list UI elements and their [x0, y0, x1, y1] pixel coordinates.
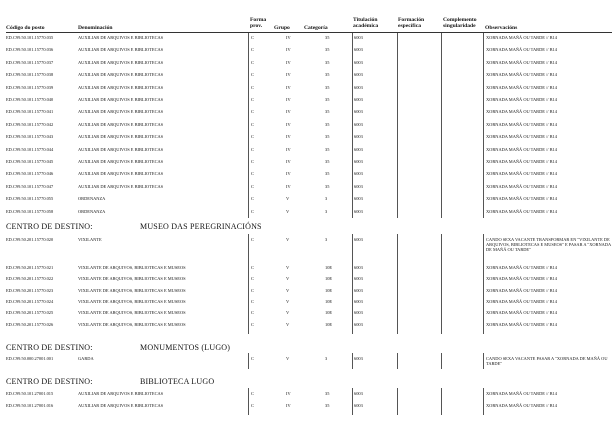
cell-fp: C	[251, 298, 254, 304]
cell-den: AUXILIAR DE ARQUIVOS E BIBLIOTECAS	[78, 183, 164, 189]
cell-fp: C	[251, 97, 254, 102]
cell-gr: IV	[286, 97, 291, 102]
cell-obs: XORNADA MAÑÁ OU TARDE // B14	[486, 391, 557, 396]
cell-gr: IV	[286, 59, 291, 65]
cell-tit: 6003	[354, 310, 363, 316]
cell-cat: 35	[325, 47, 330, 53]
center-label: CENTRO DE DESTINO:	[6, 377, 93, 386]
col-rule	[483, 388, 484, 415]
cell-gr: IV	[286, 84, 291, 90]
cell-fp: C	[251, 276, 254, 282]
col-rule	[397, 388, 398, 415]
col-rule	[352, 353, 353, 369]
center-heading-3	[6, 377, 215, 386]
cell-cat: 35	[325, 146, 330, 152]
cell-cat: 35	[325, 391, 330, 396]
cell-tit: 6003	[354, 84, 363, 90]
cell-code: ED.C99.50.101.15770.041	[6, 109, 54, 115]
col-rule	[248, 234, 249, 334]
cell-fp: C	[251, 183, 254, 189]
cell-obs: XORNADA MAÑÁ OU TARDE // B14	[486, 109, 557, 115]
cell-tit: 6003	[354, 134, 363, 140]
cell-gr: IV	[286, 35, 291, 40]
col-rule	[441, 33, 442, 218]
cell-fp: C	[251, 35, 254, 40]
cell-den: VIXILANTE DE ARQUIVOS, BIBLIOTECAS E MUSEOS	[78, 287, 186, 293]
cell-gr: V	[286, 196, 290, 202]
cell-gr: IV	[286, 47, 291, 53]
cell-tit: 6003	[354, 403, 363, 408]
cell-den: AUXILIAR DE ARQUIVOS E BIBLIOTECAS	[78, 97, 164, 102]
cell-gr: V	[286, 208, 290, 214]
cell-code: ED.C99.50.201.15770.021	[6, 265, 54, 270]
col-rule	[441, 388, 442, 415]
cell-fp: C	[251, 208, 254, 214]
cell-den: AUXILIAR DE ARQUIVOS E BIBLIOTECAS	[78, 35, 164, 40]
cell-obs: XORNADA MAÑÁ OU TARDE // B14	[486, 47, 557, 53]
cell-obs: XORNADA MAÑÁ OU TARDE // B14	[486, 403, 557, 408]
cell-cat: 35	[325, 84, 330, 90]
col-rule	[483, 234, 484, 334]
cell-gr: V	[286, 265, 290, 270]
cell-tit: 6003	[354, 321, 363, 327]
col-rule	[397, 33, 398, 218]
center-label: CENTRO DE DESTINO:	[6, 343, 93, 352]
cell-fp: C	[251, 391, 254, 396]
cell-code: ED.C99.50.101.15770.038	[6, 72, 54, 78]
cell-code: ED.C99.50.101.15770.036	[6, 47, 54, 53]
header-categoria: Categoría	[304, 25, 328, 31]
col-rule	[352, 388, 353, 415]
cell-gr: IV	[286, 121, 291, 127]
cell-gr: IV	[286, 109, 291, 115]
cell-fp: C	[251, 146, 254, 152]
header-grupo: Grupo	[274, 25, 290, 31]
cell-den: AUXILIAR DE ARQUIVOS E BIBLIOTECAS	[78, 159, 164, 164]
cell-obs: XORNADA MAÑÁ OU TARDE // B14	[486, 121, 557, 127]
cell-tit: 6003	[354, 109, 363, 115]
cell-code: ED.C99.50.201.15770.024	[6, 298, 54, 304]
cell-fp: C	[251, 403, 254, 408]
cell-fp: C	[251, 84, 254, 90]
cell-tit: 6003	[354, 159, 363, 164]
cell-den: VIXILANTE DE ARQUIVOS, BIBLIOTECAS E MUSEOS	[78, 276, 186, 282]
cell-den: AUXILIAR DE ARQUIVOS E BIBLIOTECAS	[78, 403, 164, 408]
cell-den: AUXILIAR DE ARQUIVOS E BIBLIOTECAS	[78, 121, 164, 127]
cell-den: VIXILANTE	[78, 237, 102, 242]
col-rule	[352, 234, 353, 334]
cell-obs: XORNADA MAÑÁ OU TARDE // B14	[486, 171, 557, 177]
cell-code: ED.C99.50.101.15770.039	[6, 84, 54, 90]
cell-obs: XORNADA MAÑÁ OU TARDE // B14	[486, 310, 557, 316]
col-rule	[248, 353, 249, 369]
cell-gr: V	[286, 287, 290, 293]
cell-fp: C	[251, 72, 254, 78]
cell-fp: C	[251, 321, 254, 327]
cell-tit: 6003	[354, 146, 363, 152]
cell-cat: 35	[325, 134, 330, 140]
cell-code: ED.C99.50.101.27001.015	[6, 391, 54, 396]
cell-den: VIXILANTE DE ARQUIVOS, BIBLIOTECAS E MUSEOS	[78, 265, 186, 270]
cell-code: ED.C99.50.101.15770.055	[6, 196, 54, 202]
cell-obs: CANDO SEXA VACANTE TRANSFORMAR EN "VIXILANTE DE ARQUIVOS, BIBLIOTECAS E MUSEOS" E PASAR A "XORNADA DE MAÑÁ OU TARDE"	[486, 237, 611, 252]
cell-cat: 10E	[325, 265, 333, 270]
cell-gr: IV	[286, 134, 291, 140]
cell-cat: 35	[325, 183, 330, 189]
cell-den: ORDENANZA	[78, 196, 106, 202]
cell-obs: XORNADA MAÑÁ OU TARDE // B14	[486, 97, 557, 102]
cell-gr: V	[286, 310, 290, 316]
cell-den: VIXILANTE DE ARQUIVOS, BIBLIOTECAS E MUSEOS	[78, 298, 186, 304]
cell-cat: 35	[325, 171, 330, 177]
cell-obs: XORNADA MAÑÁ OU TARDE // B14	[486, 134, 557, 140]
col-rule	[248, 388, 249, 415]
col-rule	[483, 353, 484, 369]
cell-fp: C	[251, 237, 254, 242]
cell-tit: 6003	[354, 35, 363, 40]
cell-fp: C	[251, 265, 254, 270]
cell-cat: 10E	[325, 276, 333, 282]
col-rule	[441, 234, 442, 334]
cell-den: AUXILIAR DE ARQUIVOS E BIBLIOTECAS	[78, 47, 164, 53]
cell-gr: V	[286, 298, 290, 304]
cell-code: ED.C99.50.101.15770.035	[6, 35, 54, 40]
cell-obs: XORNADA MAÑÁ OU TARDE // B14	[486, 84, 557, 90]
cell-obs: XORNADA MAÑÁ OU TARDE // B14	[486, 276, 557, 282]
cell-cat: 35	[325, 97, 330, 102]
cell-obs: XORNADA MAÑÁ OU TARDE // B14	[486, 287, 557, 293]
center-heading-1	[6, 222, 262, 231]
cell-fp: C	[251, 196, 254, 202]
cell-fp: C	[251, 171, 254, 177]
cell-tit: 6003	[354, 356, 363, 361]
cell-cat: 10E	[325, 287, 333, 293]
cell-gr: IV	[286, 146, 291, 152]
cell-tit: 6003	[354, 196, 363, 202]
center-heading-2	[6, 343, 231, 352]
cell-fp: C	[251, 109, 254, 115]
cell-code: ED.C99.50.201.15770.020	[6, 237, 54, 242]
cell-den: VIXILANTE DE ARQUIVOS, BIBLIOTECAS E MUSEOS	[78, 310, 186, 316]
center-name: BIBLIOTECA LUGO	[140, 377, 215, 386]
cell-den: AUXILIAR DE ARQUIVOS E BIBLIOTECAS	[78, 134, 164, 140]
cell-code: ED.C99.50.101.15770.040	[6, 97, 54, 102]
cell-tit: 6003	[354, 287, 363, 293]
col-rule	[397, 234, 398, 334]
cell-fp: C	[251, 356, 254, 361]
cell-code: ED.C99.50.201.15770.022	[6, 276, 54, 282]
cell-den: GARDA	[78, 356, 94, 361]
cell-gr: IV	[286, 159, 291, 164]
cell-cat: 10E	[325, 321, 333, 327]
header-denominacion: Denominación	[78, 25, 113, 31]
cell-tit: 6003	[354, 72, 363, 78]
cell-obs: XORNADA MAÑÁ OU TARDE // B14	[486, 321, 557, 327]
cell-tit: 6003	[354, 298, 363, 304]
cell-den: AUXILIAR DE ARQUIVOS E BIBLIOTECAS	[78, 72, 164, 78]
center-name: MONUMENTOS (LUGO)	[140, 343, 231, 352]
cell-tit: 6003	[354, 97, 363, 102]
col-rule	[397, 353, 398, 369]
cell-fp: C	[251, 121, 254, 127]
header-titulacion: Titulación académica	[353, 17, 379, 30]
cell-den: VIXILANTE DE ARQUIVOS, BIBLIOTECAS E MUSEOS	[78, 321, 186, 327]
col-rule	[441, 353, 442, 369]
col-rule	[352, 33, 353, 218]
cell-tit: 6003	[354, 265, 363, 270]
cell-obs: XORNADA MAÑÁ OU TARDE // B14	[486, 196, 557, 202]
header-forma-prov: Forma prov.	[250, 17, 267, 30]
cell-cat: 3	[325, 208, 328, 214]
center-label: CENTRO DE DESTINO:	[6, 222, 93, 231]
cell-code: ED.C99.50.201.15770.025	[6, 310, 54, 316]
cell-tit: 6003	[354, 391, 363, 396]
cell-obs: XORNADA MAÑÁ OU TARDE // B14	[486, 72, 557, 78]
cell-gr: IV	[286, 183, 291, 189]
header-codigo: Código do posto	[6, 25, 45, 31]
cell-obs: XORNADA MAÑÁ OU TARDE // B14	[486, 146, 557, 152]
cell-code: ED.C99.50.101.15770.037	[6, 59, 54, 65]
header-formacion: Formación específica	[398, 17, 425, 30]
cell-gr: V	[286, 276, 290, 282]
cell-tit: 6003	[354, 171, 363, 177]
header-complemento: Complemento singularidade	[443, 17, 477, 30]
cell-gr: IV	[286, 391, 291, 396]
cell-gr: IV	[286, 72, 291, 78]
cell-obs: CANDO SEXA VACANTE PASAR A "XORNADA DE MAÑÁ OU TARDE"	[486, 356, 608, 366]
cell-obs: XORNADA MAÑÁ OU TARDE // B14	[486, 265, 557, 270]
cell-code: ED.C99.50.101.15770.046	[6, 171, 54, 177]
cell-obs: XORNADA MAÑÁ OU TARDE // B14	[486, 59, 557, 65]
header-observacions: Observacións	[485, 25, 518, 31]
cell-tit: 6003	[354, 59, 363, 65]
cell-cat: 35	[325, 121, 330, 127]
cell-code: ED.C99.50.201.15770.026	[6, 321, 54, 327]
cell-fp: C	[251, 47, 254, 53]
cell-code: ED.C99.50.201.15770.023	[6, 287, 54, 293]
cell-tit: 6003	[354, 237, 363, 242]
cell-gr: IV	[286, 403, 291, 408]
cell-gr: V	[286, 321, 290, 327]
cell-cat: 35	[325, 59, 330, 65]
cell-obs: XORNADA MAÑÁ OU TARDE // B14	[486, 183, 557, 189]
cell-cat: 35	[325, 403, 330, 408]
cell-cat: 35	[325, 109, 330, 115]
col-rule	[248, 33, 249, 218]
cell-tit: 6003	[354, 276, 363, 282]
cell-code: ED.C99.50.101.15770.058	[6, 208, 54, 214]
cell-den: AUXILIAR DE ARQUIVOS E BIBLIOTECAS	[78, 171, 164, 177]
cell-gr: V	[286, 356, 290, 361]
cell-code: ED.C99.50.101.27001.016	[6, 403, 54, 408]
cell-gr: V	[286, 237, 290, 242]
cell-den: AUXILIAR DE ARQUIVOS E BIBLIOTECAS	[78, 146, 164, 152]
cell-tit: 6003	[354, 183, 363, 189]
cell-obs: XORNADA MAÑÁ OU TARDE // B14	[486, 208, 557, 214]
cell-den: AUXILIAR DE ARQUIVOS E BIBLIOTECAS	[78, 84, 164, 90]
cell-cat: 35	[325, 72, 330, 78]
cell-cat: 10E	[325, 298, 333, 304]
cell-den: ORDENANZA	[78, 208, 106, 214]
cell-fp: C	[251, 310, 254, 316]
cell-code: ED.C99.50.101.15770.043	[6, 134, 54, 140]
cell-code: ED.C99.50.101.15770.047	[6, 183, 54, 189]
cell-cat: 3	[325, 237, 328, 242]
cell-den: AUXILIAR DE ARQUIVOS E BIBLIOTECAS	[78, 59, 164, 65]
cell-cat: 10E	[325, 310, 333, 316]
cell-cat: 35	[325, 35, 330, 40]
cell-code: ED.C99.50.101.15770.044	[6, 146, 54, 152]
cell-gr: IV	[286, 171, 291, 177]
cell-cat: 3	[325, 356, 328, 361]
cell-obs: XORNADA MAÑÁ OU TARDE // B14	[486, 298, 557, 304]
cell-tit: 6003	[354, 47, 363, 53]
cell-den: AUXILIAR DE ARQUIVOS E BIBLIOTECAS	[78, 391, 164, 396]
cell-code: ED.C99.50.101.15770.042	[6, 121, 54, 127]
cell-den: AUXILIAR DE ARQUIVOS E BIBLIOTECAS	[78, 109, 164, 115]
cell-fp: C	[251, 287, 254, 293]
cell-fp: C	[251, 159, 254, 164]
cell-code: ED.C99.50.101.15770.045	[6, 159, 54, 164]
header-rule	[6, 32, 612, 33]
cell-cat: 35	[325, 159, 330, 164]
cell-cat: 3	[325, 196, 328, 202]
cell-fp: C	[251, 134, 254, 140]
cell-obs: XORNADA MAÑÁ OU TARDE // B14	[486, 35, 557, 40]
center-name: MUSEO DAS PEREGRINACIÓNS	[140, 222, 262, 231]
cell-code: ED.C99.50.000.27001.001	[6, 356, 54, 361]
col-rule	[483, 33, 484, 218]
cell-tit: 6003	[354, 121, 363, 127]
cell-obs: XORNADA MAÑÁ OU TARDE // B14	[486, 159, 557, 164]
cell-tit: 6003	[354, 208, 363, 214]
cell-fp: C	[251, 59, 254, 65]
